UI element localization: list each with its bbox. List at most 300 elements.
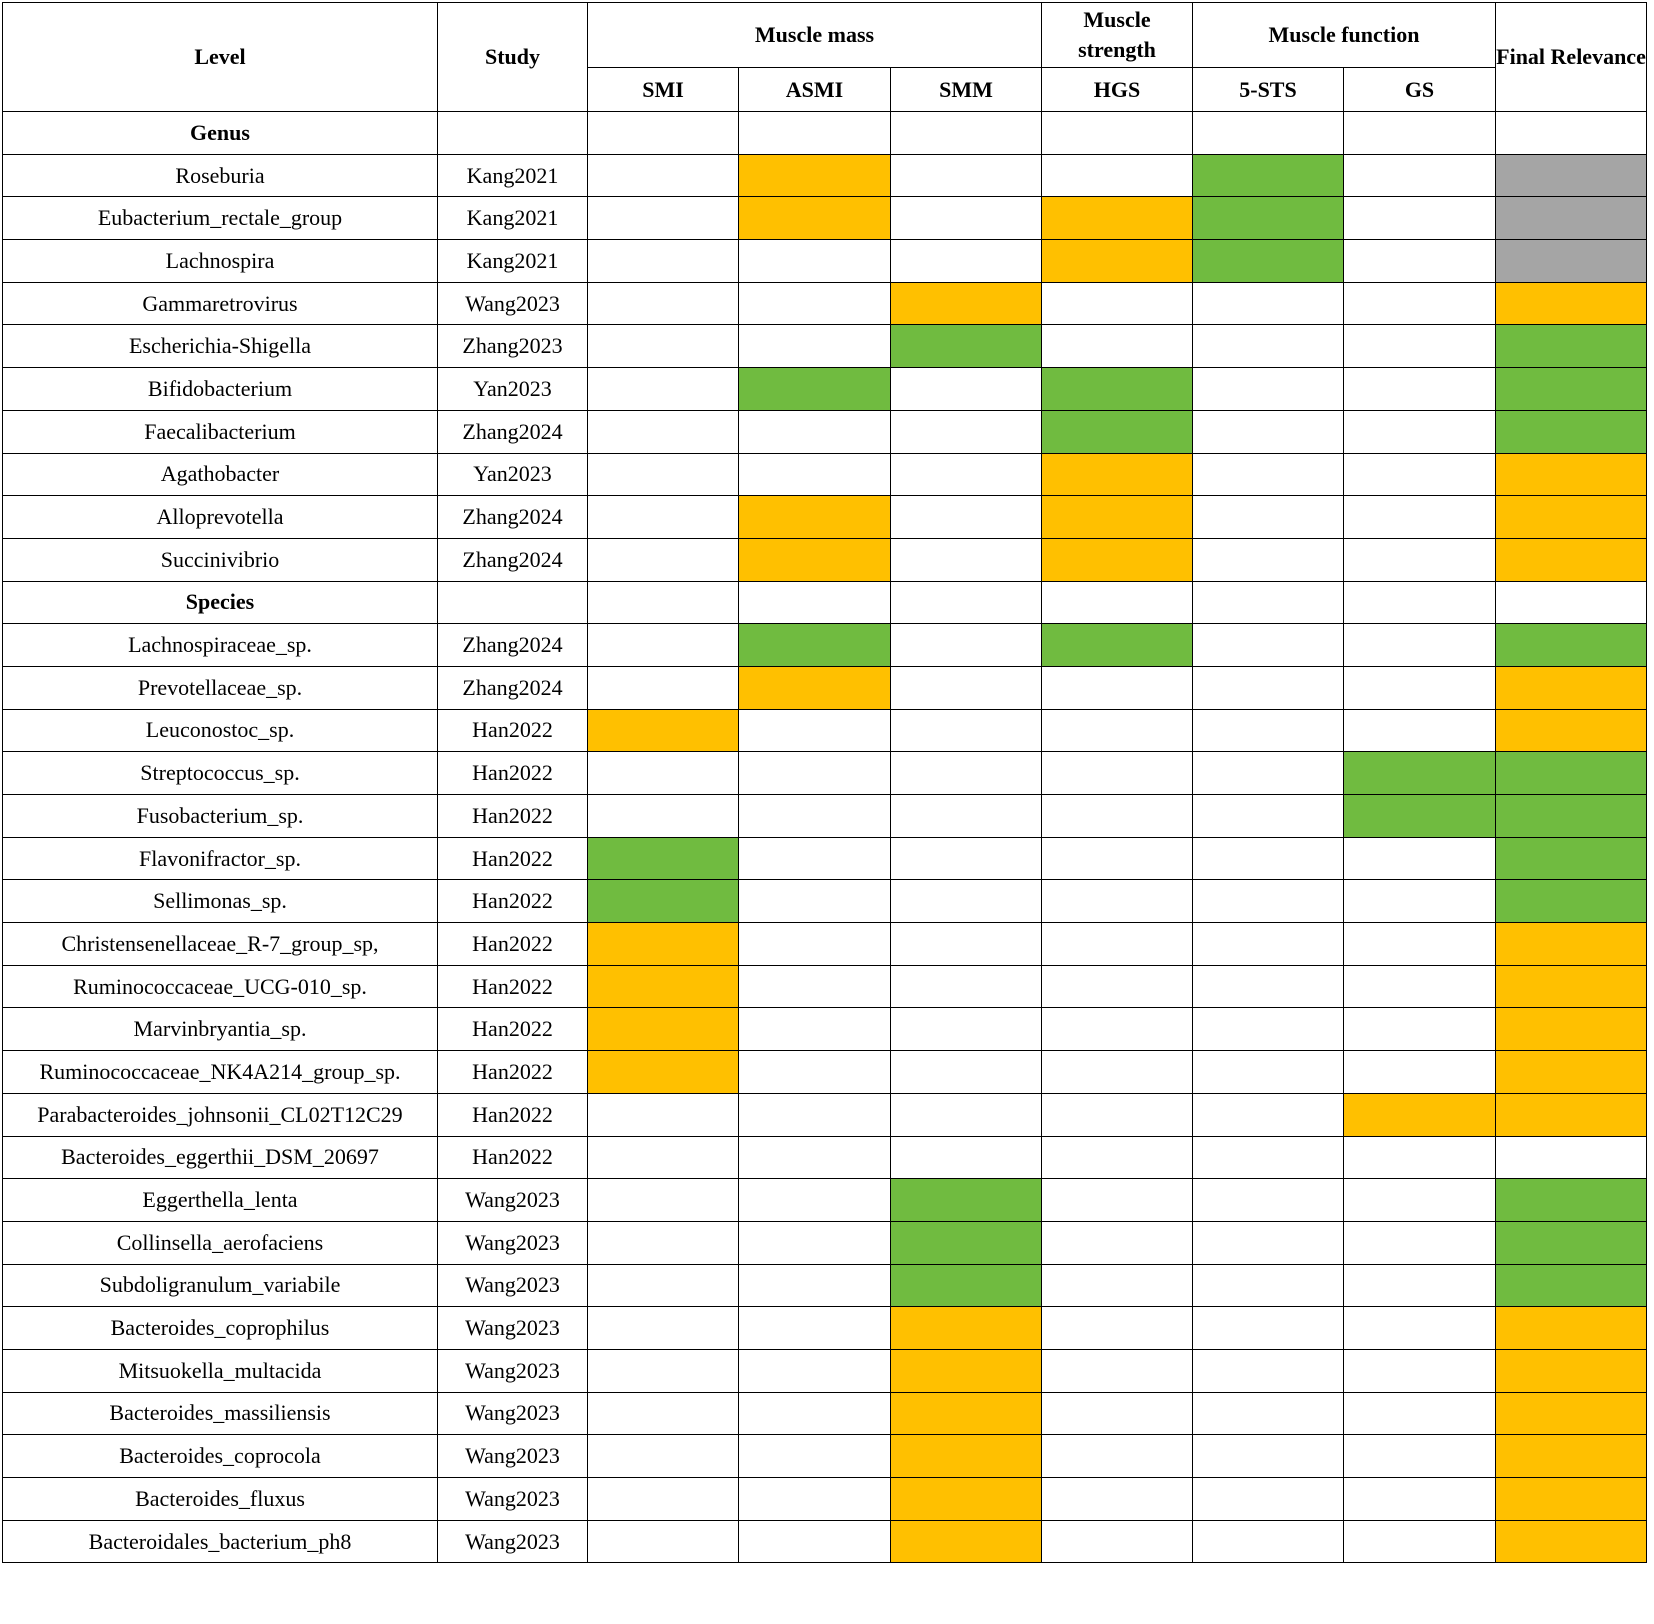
smi-cell — [588, 581, 739, 624]
gs-cell — [1344, 197, 1496, 240]
smm-cell — [891, 1136, 1042, 1179]
asmi-cell — [739, 1264, 891, 1307]
table-row — [3, 923, 1647, 966]
five-sts-cell — [1193, 368, 1344, 411]
gs-cell — [1344, 1136, 1496, 1179]
smm-cell — [891, 1008, 1042, 1051]
level-cell: Succinivibrio — [3, 538, 438, 581]
hgs-cell — [1042, 1478, 1193, 1521]
five-sts-cell — [1193, 666, 1344, 709]
study-cell: Kang2021 — [438, 240, 588, 283]
gs-cell — [1344, 624, 1496, 667]
five-sts-cell — [1193, 923, 1344, 966]
smi-cell — [588, 368, 739, 411]
level-cell: Prevotellaceae_sp. — [3, 666, 438, 709]
table-row — [3, 1264, 1647, 1307]
table-row — [3, 1136, 1647, 1179]
level-cell: Fusobacterium_sp. — [3, 795, 438, 838]
five-sts-cell — [1193, 538, 1344, 581]
asmi-cell — [739, 880, 891, 923]
hgs-cell — [1042, 1349, 1193, 1392]
smm-cell — [891, 1392, 1042, 1435]
smi-cell — [588, 709, 739, 752]
smi-cell — [588, 197, 739, 240]
table-row — [3, 453, 1647, 496]
smm-cell — [891, 240, 1042, 283]
gs-cell — [1344, 1264, 1496, 1307]
level-cell: Christensenellaceae_R-7_group_sp, — [3, 923, 438, 966]
final-relevance-cell — [1496, 837, 1647, 880]
gs-cell — [1344, 666, 1496, 709]
five-sts-cell — [1193, 1008, 1344, 1051]
smm-cell — [891, 325, 1042, 368]
smm-cell — [891, 410, 1042, 453]
asmi-cell — [739, 453, 891, 496]
table-body — [3, 112, 1647, 1563]
gs-cell — [1344, 1221, 1496, 1264]
smm-cell — [891, 538, 1042, 581]
asmi-cell — [739, 795, 891, 838]
asmi-cell — [739, 282, 891, 325]
five-sts-cell — [1193, 709, 1344, 752]
smi-cell — [588, 1008, 739, 1051]
five-sts-cell — [1193, 1349, 1344, 1392]
final-relevance-cell — [1496, 368, 1647, 411]
final-relevance-cell — [1496, 538, 1647, 581]
asmi-cell — [739, 1093, 891, 1136]
section-label: Genus — [3, 112, 438, 155]
section-label: Species — [3, 581, 438, 624]
five-sts-cell — [1193, 1051, 1344, 1094]
table-row — [3, 1435, 1647, 1478]
study-cell: Zhang2024 — [438, 496, 588, 539]
asmi-cell — [739, 1221, 891, 1264]
hgs-cell — [1042, 837, 1193, 880]
relevance-table-container — [2, 2, 1647, 1563]
smm-cell — [891, 923, 1042, 966]
study-cell — [438, 112, 588, 155]
level-cell: Mitsuokella_multacida — [3, 1349, 438, 1392]
smm-cell — [891, 624, 1042, 667]
table-row — [3, 752, 1647, 795]
smi-cell — [588, 325, 739, 368]
level-cell: Bacteroides_massiliensis — [3, 1392, 438, 1435]
final-relevance-cell — [1496, 240, 1647, 283]
gs-cell — [1344, 965, 1496, 1008]
hgs-cell — [1042, 1008, 1193, 1051]
level-cell: Bacteroides_coprocola — [3, 1435, 438, 1478]
smm-cell — [891, 496, 1042, 539]
final-relevance-cell — [1496, 282, 1647, 325]
final-relevance-cell — [1496, 197, 1647, 240]
smi-cell — [588, 1264, 739, 1307]
table-row — [3, 1520, 1647, 1563]
gs-cell — [1344, 325, 1496, 368]
gs-cell — [1344, 752, 1496, 795]
study-cell: Wang2023 — [438, 1264, 588, 1307]
study-cell: Han2022 — [438, 837, 588, 880]
final-relevance-cell — [1496, 453, 1647, 496]
five-sts-cell — [1193, 1136, 1344, 1179]
study-cell: Yan2023 — [438, 368, 588, 411]
smm-cell — [891, 837, 1042, 880]
five-sts-cell — [1193, 1179, 1344, 1222]
smi-cell — [588, 1349, 739, 1392]
header-row-top — [3, 3, 1647, 68]
five-sts-header: 5-STS — [1193, 68, 1344, 112]
gs-cell — [1344, 1392, 1496, 1435]
level-cell: Marvinbryantia_sp. — [3, 1008, 438, 1051]
smm-cell — [891, 1179, 1042, 1222]
study-cell: Han2022 — [438, 1093, 588, 1136]
final-relevance-cell — [1496, 795, 1647, 838]
final-relevance-cell — [1496, 410, 1647, 453]
gs-cell — [1344, 368, 1496, 411]
smm-header: SMM — [891, 68, 1042, 112]
asmi-cell — [739, 1349, 891, 1392]
smm-cell — [891, 112, 1042, 155]
asmi-cell — [739, 1478, 891, 1521]
asmi-header: ASMI — [739, 68, 891, 112]
gs-cell — [1344, 1520, 1496, 1563]
final-relevance-cell — [1496, 325, 1647, 368]
muscle-function-header: Muscle function — [1193, 3, 1496, 68]
smm-cell — [891, 1221, 1042, 1264]
gs-cell — [1344, 1435, 1496, 1478]
smm-cell — [891, 1051, 1042, 1094]
final-relevance-cell — [1496, 624, 1647, 667]
final-relevance-header: Final Relevance — [1496, 3, 1647, 112]
asmi-cell — [739, 965, 891, 1008]
smm-cell — [891, 282, 1042, 325]
level-cell: Bifidobacterium — [3, 368, 438, 411]
smm-cell — [891, 1520, 1042, 1563]
smm-cell — [891, 965, 1042, 1008]
asmi-cell — [739, 1136, 891, 1179]
hgs-cell — [1042, 154, 1193, 197]
final-relevance-cell — [1496, 1435, 1647, 1478]
asmi-cell — [739, 624, 891, 667]
table-row — [3, 1179, 1647, 1222]
study-cell: Wang2023 — [438, 1221, 588, 1264]
table-row — [3, 154, 1647, 197]
asmi-cell — [739, 154, 891, 197]
hgs-header: HGS — [1042, 68, 1193, 112]
final-relevance-cell — [1496, 1221, 1647, 1264]
gs-cell — [1344, 837, 1496, 880]
smm-cell — [891, 795, 1042, 838]
table-row — [3, 282, 1647, 325]
smi-cell — [588, 1179, 739, 1222]
level-cell: Parabacteroides_johnsonii_CL02T12C29 — [3, 1093, 438, 1136]
table-row — [3, 1392, 1647, 1435]
level-cell: Ruminococcaceae_UCG-010_sp. — [3, 965, 438, 1008]
asmi-cell — [739, 837, 891, 880]
level-cell: Roseburia — [3, 154, 438, 197]
hgs-cell — [1042, 410, 1193, 453]
hgs-cell — [1042, 1307, 1193, 1350]
smm-cell — [891, 1307, 1042, 1350]
smi-cell — [588, 410, 739, 453]
study-cell: Han2022 — [438, 709, 588, 752]
gs-cell — [1344, 410, 1496, 453]
final-relevance-cell — [1496, 880, 1647, 923]
asmi-cell — [739, 709, 891, 752]
smm-cell — [891, 1435, 1042, 1478]
five-sts-cell — [1193, 112, 1344, 155]
asmi-cell — [739, 368, 891, 411]
table-row — [3, 1221, 1647, 1264]
study-cell: Zhang2024 — [438, 538, 588, 581]
hgs-cell — [1042, 752, 1193, 795]
gs-cell — [1344, 581, 1496, 624]
five-sts-cell — [1193, 1478, 1344, 1521]
five-sts-cell — [1193, 453, 1344, 496]
gs-cell — [1344, 709, 1496, 752]
gs-cell — [1344, 923, 1496, 966]
smm-cell — [891, 709, 1042, 752]
hgs-cell — [1042, 1179, 1193, 1222]
asmi-cell — [739, 923, 891, 966]
level-cell: Leuconostoc_sp. — [3, 709, 438, 752]
asmi-cell — [739, 197, 891, 240]
study-cell: Zhang2024 — [438, 624, 588, 667]
hgs-cell — [1042, 112, 1193, 155]
final-relevance-cell — [1496, 112, 1647, 155]
level-cell: Faecalibacterium — [3, 410, 438, 453]
smi-cell — [588, 880, 739, 923]
smi-cell — [588, 1520, 739, 1563]
smi-cell — [588, 496, 739, 539]
hgs-cell — [1042, 709, 1193, 752]
five-sts-cell — [1193, 965, 1344, 1008]
final-relevance-cell — [1496, 752, 1647, 795]
hgs-cell — [1042, 965, 1193, 1008]
table-row — [3, 709, 1647, 752]
five-sts-cell — [1193, 1264, 1344, 1307]
final-relevance-cell — [1496, 1520, 1647, 1563]
level-cell: Bacteroidales_bacterium_ph8 — [3, 1520, 438, 1563]
study-cell: Wang2023 — [438, 1435, 588, 1478]
hgs-cell — [1042, 1392, 1193, 1435]
table-row — [3, 837, 1647, 880]
final-relevance-cell — [1496, 1093, 1647, 1136]
level-cell: Alloprevotella — [3, 496, 438, 539]
study-cell: Han2022 — [438, 752, 588, 795]
level-cell: Eubacterium_rectale_group — [3, 197, 438, 240]
five-sts-cell — [1193, 1221, 1344, 1264]
asmi-cell — [739, 1520, 891, 1563]
study-cell: Kang2021 — [438, 197, 588, 240]
final-relevance-cell — [1496, 1136, 1647, 1179]
five-sts-cell — [1193, 240, 1344, 283]
final-relevance-cell — [1496, 965, 1647, 1008]
hgs-cell — [1042, 923, 1193, 966]
asmi-cell — [739, 1435, 891, 1478]
study-cell: Zhang2024 — [438, 410, 588, 453]
hgs-cell — [1042, 1051, 1193, 1094]
study-cell: Wang2023 — [438, 282, 588, 325]
five-sts-cell — [1193, 1435, 1344, 1478]
study-cell: Han2022 — [438, 965, 588, 1008]
five-sts-cell — [1193, 795, 1344, 838]
study-cell: Yan2023 — [438, 453, 588, 496]
hgs-cell — [1042, 1221, 1193, 1264]
gs-cell — [1344, 453, 1496, 496]
hgs-cell — [1042, 880, 1193, 923]
smm-cell — [891, 1478, 1042, 1521]
hgs-cell — [1042, 666, 1193, 709]
five-sts-cell — [1193, 282, 1344, 325]
final-relevance-cell — [1496, 666, 1647, 709]
asmi-cell — [739, 112, 891, 155]
gs-cell — [1344, 1008, 1496, 1051]
smi-cell — [588, 923, 739, 966]
table-row — [3, 666, 1647, 709]
study-cell — [438, 581, 588, 624]
five-sts-cell — [1193, 1392, 1344, 1435]
asmi-cell — [739, 1051, 891, 1094]
smi-cell — [588, 1093, 739, 1136]
final-relevance-cell — [1496, 1349, 1647, 1392]
smm-cell — [891, 1349, 1042, 1392]
hgs-cell — [1042, 1264, 1193, 1307]
hgs-cell — [1042, 581, 1193, 624]
gs-cell — [1344, 154, 1496, 197]
five-sts-cell — [1193, 837, 1344, 880]
level-header: Level — [3, 3, 438, 112]
smi-cell — [588, 837, 739, 880]
smi-cell — [588, 795, 739, 838]
final-relevance-cell — [1496, 1264, 1647, 1307]
smi-cell — [588, 538, 739, 581]
smi-cell — [588, 240, 739, 283]
hgs-cell — [1042, 1435, 1193, 1478]
table-row — [3, 1478, 1647, 1521]
hgs-cell — [1042, 1136, 1193, 1179]
gs-cell — [1344, 1179, 1496, 1222]
table-row — [3, 880, 1647, 923]
smm-cell — [891, 880, 1042, 923]
final-relevance-cell — [1496, 1307, 1647, 1350]
level-cell: Escherichia-Shigella — [3, 325, 438, 368]
hgs-cell — [1042, 197, 1193, 240]
muscle-strength-header: Muscle strength — [1042, 3, 1193, 68]
hgs-cell — [1042, 1520, 1193, 1563]
section-row — [3, 581, 1647, 624]
gs-cell — [1344, 282, 1496, 325]
table-row — [3, 1008, 1647, 1051]
smi-cell — [588, 1136, 739, 1179]
asmi-cell — [739, 410, 891, 453]
five-sts-cell — [1193, 1520, 1344, 1563]
gs-cell — [1344, 496, 1496, 539]
asmi-cell — [739, 581, 891, 624]
level-cell: Bacteroides_coprophilus — [3, 1307, 438, 1350]
final-relevance-cell — [1496, 709, 1647, 752]
final-relevance-cell — [1496, 1179, 1647, 1222]
table-row — [3, 410, 1647, 453]
final-relevance-cell — [1496, 496, 1647, 539]
level-cell: Streptococcus_sp. — [3, 752, 438, 795]
table-row — [3, 1307, 1647, 1350]
five-sts-cell — [1193, 154, 1344, 197]
gs-header: GS — [1344, 68, 1496, 112]
table-row — [3, 240, 1647, 283]
asmi-cell — [739, 325, 891, 368]
smi-cell — [588, 666, 739, 709]
smm-cell — [891, 368, 1042, 411]
five-sts-cell — [1193, 880, 1344, 923]
study-cell: Han2022 — [438, 923, 588, 966]
final-relevance-cell — [1496, 1051, 1647, 1094]
smi-cell — [588, 1307, 739, 1350]
smi-cell — [588, 154, 739, 197]
level-cell: Lachnospira — [3, 240, 438, 283]
study-cell: Han2022 — [438, 880, 588, 923]
level-cell: Flavonifractor_sp. — [3, 837, 438, 880]
asmi-cell — [739, 666, 891, 709]
smm-cell — [891, 1093, 1042, 1136]
smm-cell — [891, 453, 1042, 496]
study-cell: Wang2023 — [438, 1307, 588, 1350]
hgs-cell — [1042, 1093, 1193, 1136]
asmi-cell — [739, 496, 891, 539]
level-cell: Subdoligranulum_variabile — [3, 1264, 438, 1307]
five-sts-cell — [1193, 325, 1344, 368]
smi-header: SMI — [588, 68, 739, 112]
table-row — [3, 325, 1647, 368]
level-cell: Ruminococcaceae_NK4A214_group_sp. — [3, 1051, 438, 1094]
level-cell: Sellimonas_sp. — [3, 880, 438, 923]
gs-cell — [1344, 795, 1496, 838]
study-cell: Kang2021 — [438, 154, 588, 197]
five-sts-cell — [1193, 1307, 1344, 1350]
gs-cell — [1344, 1478, 1496, 1521]
table-row — [3, 1093, 1647, 1136]
smm-cell — [891, 581, 1042, 624]
five-sts-cell — [1193, 1093, 1344, 1136]
section-row — [3, 112, 1647, 155]
gs-cell — [1344, 112, 1496, 155]
smm-cell — [891, 197, 1042, 240]
hgs-cell — [1042, 538, 1193, 581]
hgs-cell — [1042, 240, 1193, 283]
muscle-mass-header: Muscle mass — [588, 3, 1042, 68]
study-cell: Zhang2024 — [438, 666, 588, 709]
asmi-cell — [739, 752, 891, 795]
study-cell: Wang2023 — [438, 1392, 588, 1435]
study-cell: Han2022 — [438, 1008, 588, 1051]
final-relevance-cell — [1496, 1392, 1647, 1435]
final-relevance-cell — [1496, 1008, 1647, 1051]
level-cell: Bacteroides_eggerthii_DSM_20697 — [3, 1136, 438, 1179]
hgs-cell — [1042, 453, 1193, 496]
study-cell: Wang2023 — [438, 1478, 588, 1521]
smi-cell — [588, 965, 739, 1008]
gs-cell — [1344, 1307, 1496, 1350]
level-cell: Bacteroides_fluxus — [3, 1478, 438, 1521]
level-cell: Agathobacter — [3, 453, 438, 496]
five-sts-cell — [1193, 581, 1344, 624]
study-cell: Han2022 — [438, 1136, 588, 1179]
study-cell: Han2022 — [438, 1051, 588, 1094]
level-cell: Eggerthella_lenta — [3, 1179, 438, 1222]
table-row — [3, 624, 1647, 667]
table-row — [3, 197, 1647, 240]
hgs-cell — [1042, 368, 1193, 411]
asmi-cell — [739, 1392, 891, 1435]
